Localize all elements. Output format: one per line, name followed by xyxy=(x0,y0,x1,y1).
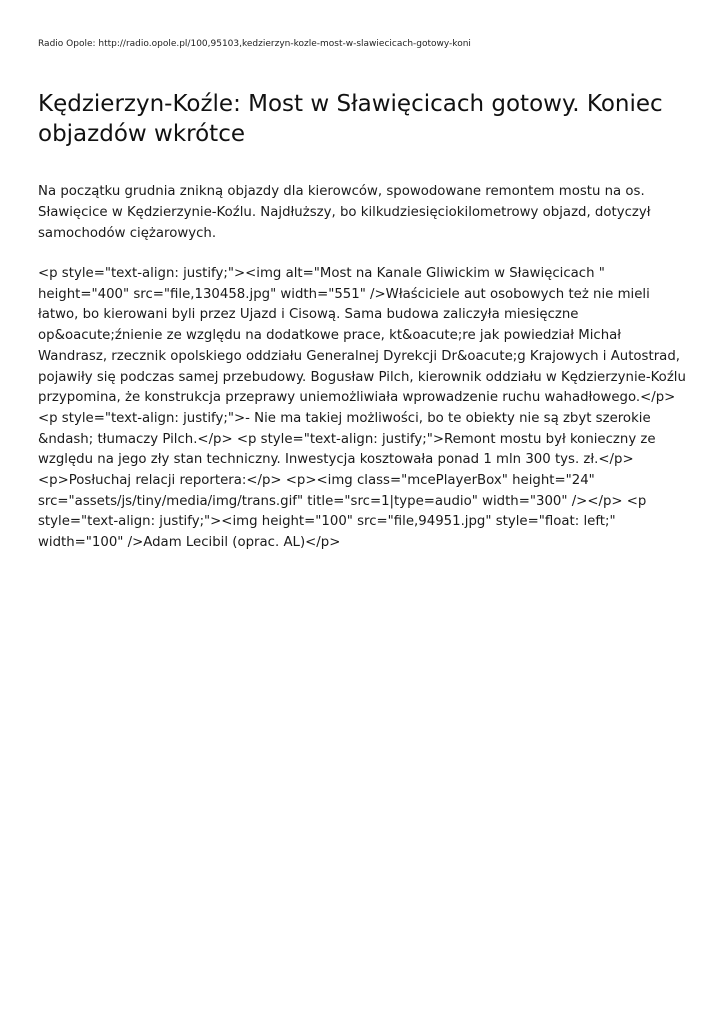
article-title: Kędzierzyn-Koźle: Most w Sławięcicach gotowy. Koniec objazdów wkrótce xyxy=(38,91,663,147)
source-url-line: Radio Opole: http://radio.opole.pl/100,95103,kedzierzyn-kozle-most-w-slawiecicach-gotowy-koni xyxy=(38,39,471,49)
article-body: <p style="text-align: justify;"><img alt="Most na Kanale Gliwickim w Sławięcicach " height="400" src="file,130458.jpg" width="551" />Właściciele aut osobowych też nie mieli łatwo, bo kierowani byli przez Ujazd i Cisową. Sama budowa zaliczyła miesięczne op&oacute;źnienie ze względu na dodatkowe prace, kt&oacute;re jak powiedział Michał Wandrasz, rzecznik opolskiego oddziału Generalnej Dyrekcji Dr&oacute;g Krajowych i Autostrad, pojawiły się podczas samej przebudowy. Bogusław Pilch, kierownik oddziału w Kędzierzynie-Koźlu przypomina, że konstrukcja przeprawy uniemożliwiała wprowadzenie ruchu wahadłowego.</p> <p style="text-align: justify;">- Nie ma takiej możliwości, bo te obiekty nie są zbyt szerokie &ndash; tłumaczy Pilch.</p> <p style="text-align: justify;">Remont mostu był konieczny ze względu na jego zły stan techniczny. Inwestycja kosztowała ponad 1 mln 300 tys. zł.</p> <p>Posłuchaj relacji reportera:</p> <p><img class="mcePlayerBox" height="24" src="assets/js/tiny/media/img/trans.gif" title="src=1|type=audio" width="300" /></p> <p style="text-align: justify;"><img height="100" src="file,94951.jpg" style="float: left;" width="100" />Adam Lecibil (oprac. AL)</p> xyxy=(38,266,686,551)
article-lead: Na początku grudnia znikną objazdy dla kierowców, spowodowane remontem mostu na os. Sławięcice w Kędzierzynie-Koźlu. Najdłuższy, bo kilkudziesięciokilometrowy objazd, dotyczył samochodów ciężarowych. xyxy=(38,184,651,241)
